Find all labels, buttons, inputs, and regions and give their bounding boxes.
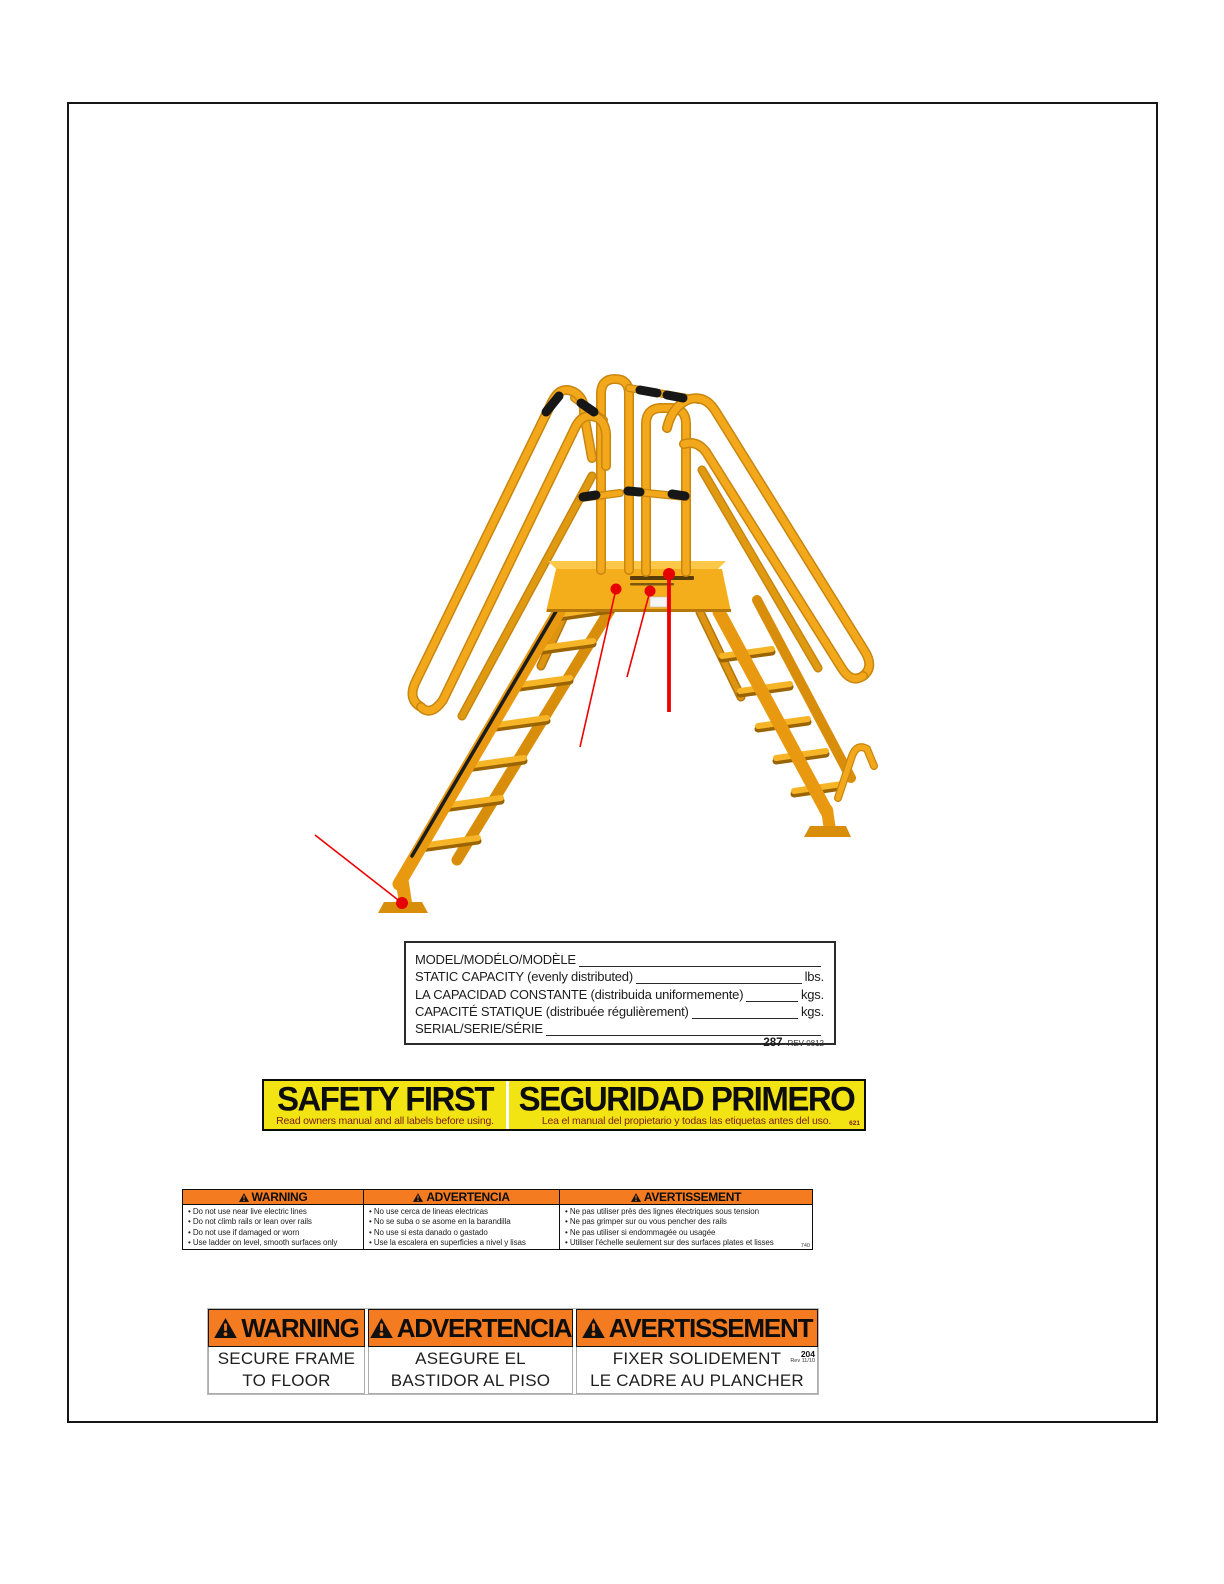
warning-label-204: [207, 1308, 819, 1395]
warning-header: WARNING: [241, 1312, 359, 1343]
warning-column-fr: [559, 1190, 812, 1249]
capacidad-row: [415, 984, 824, 1001]
warning-label-740: [182, 1189, 813, 1250]
label-part-number: 740: [800, 1243, 810, 1249]
warning-line: LE CADRE AU PLANCHER: [590, 1371, 804, 1390]
safety-first-title: SAFETY FIRST: [276, 1078, 494, 1118]
label-revision: REV 0812: [787, 1038, 824, 1048]
safety-first-subtitle: Read owners manual and all labels before using.: [276, 1114, 494, 1127]
serial-label: SERIAL/SERIE/SÉRIE: [415, 1020, 543, 1036]
platform-white-sticker: [650, 597, 667, 607]
warning-line: ASEGURE EL: [415, 1349, 526, 1368]
warning-triangle-icon: [239, 1193, 249, 1202]
warning-item: • Ne pas utiliser près des lignes électriques sous tension: [565, 1207, 759, 1216]
avertissement-header: AVERTISSEMENT: [643, 1190, 742, 1204]
unit-kgs: kgs.: [800, 1003, 824, 1019]
callout-dot-platform-right: [663, 568, 675, 580]
warning-triangle-icon: [582, 1318, 605, 1338]
ladder-left-treads: [420, 607, 612, 849]
blank-line: [692, 1006, 798, 1019]
warning-item: • Do not use near live electric lines: [188, 1207, 307, 1216]
safety-first-label: [262, 1079, 866, 1131]
secure-frame-column-fr: [576, 1309, 818, 1394]
product-photo-crossover-ladder: [280, 340, 900, 930]
advertencia-header: ADVERTENCIA: [396, 1312, 572, 1343]
secure-frame-column-en: [208, 1309, 365, 1394]
capacite-row: [415, 1002, 824, 1019]
unit-lbs: lbs.: [804, 969, 824, 985]
blank-line: [546, 1023, 821, 1036]
warning-item: • Do not use if damaged or worn: [188, 1227, 300, 1237]
warning-item: • No se suba o se asome en la barandilla: [369, 1217, 511, 1227]
ladder-platform: [546, 561, 731, 612]
label-part-number: 204: [800, 1349, 815, 1359]
warning-line: SECURE FRAME: [217, 1349, 356, 1368]
safety-first-panel-es: [509, 1078, 864, 1129]
warning-line: BASTIDOR AL PISO: [390, 1371, 551, 1390]
warning-item: • Ne pas grimper sur ou vous pencher des rails: [565, 1217, 727, 1227]
ladder-handrails: [412, 390, 869, 711]
callout-dot-platform-left: [611, 584, 622, 595]
red-callout-annotations: [315, 568, 675, 909]
warning-item: • Do not climb rails or lean over rails: [188, 1217, 312, 1227]
warning-triangle-icon: [631, 1193, 641, 1202]
warning-column-es: [363, 1190, 559, 1249]
warning-item: • Use ladder on level, smooth surfaces only: [188, 1238, 338, 1248]
warning-line: TO FLOOR: [242, 1371, 331, 1390]
warning-triangle-icon: [214, 1318, 237, 1338]
warning-line: FIXER SOLIDEMENT: [612, 1349, 782, 1368]
warning-header: WARNING: [251, 1190, 308, 1204]
callout-dot-base: [396, 897, 408, 909]
seguridad-primero-subtitle: Lea el manual del propietario y todas las etiquetas antes del uso.: [541, 1114, 832, 1127]
warning-item: • Utiliser l'échelle seulement sur des surfaces plates et lisses: [565, 1238, 774, 1248]
label-part-number: 621: [849, 1120, 860, 1127]
warning-item: • Use la escalera en superficies a nivel y lisas: [369, 1238, 526, 1248]
serial-row: [415, 1019, 824, 1036]
blank-line: [746, 989, 798, 1002]
ladder-rear-stringers: [457, 600, 851, 860]
label-revision: Rev 11/10: [790, 1358, 815, 1364]
model-row-label: MODEL/MODÉLO/MODÈLE: [415, 952, 576, 968]
callout-dot-platform-center: [645, 586, 656, 597]
warning-triangle-icon: [370, 1318, 393, 1338]
secure-frame-column-es: [368, 1309, 573, 1394]
seguridad-primero-title: SEGURIDAD PRIMERO: [518, 1078, 855, 1118]
blank-line: [579, 954, 821, 967]
warning-item: • No use si esta danado o gastado: [369, 1227, 488, 1237]
blank-line: [636, 971, 802, 984]
capacidad-label: LA CAPACIDAD CONSTANTE (distribuida uniformemente): [415, 986, 744, 1002]
warning-column-en: [183, 1190, 363, 1249]
model-capacity-label: [404, 941, 836, 1049]
static-capacity-label: STATIC CAPACITY (evenly distributed): [415, 969, 633, 985]
label-part-number: 287: [763, 1036, 783, 1049]
capacite-label: CAPACITÉ STATIQUE (distribuée régulièrement): [415, 1003, 689, 1019]
model-row: [415, 950, 824, 967]
warning-item: • Ne pas utiliser si endommagée ou usagée: [565, 1227, 716, 1237]
avertissement-header: AVERTISSEMENT: [608, 1312, 813, 1343]
advertencia-header: ADVERTENCIA: [426, 1190, 510, 1204]
safety-first-panel-en: [264, 1078, 506, 1129]
warning-triangle-icon: [413, 1193, 423, 1202]
warning-item: • No use cerca de lineas electricas: [369, 1207, 488, 1216]
unit-kgs: kgs.: [800, 986, 824, 1002]
static-capacity-row: [415, 967, 824, 984]
